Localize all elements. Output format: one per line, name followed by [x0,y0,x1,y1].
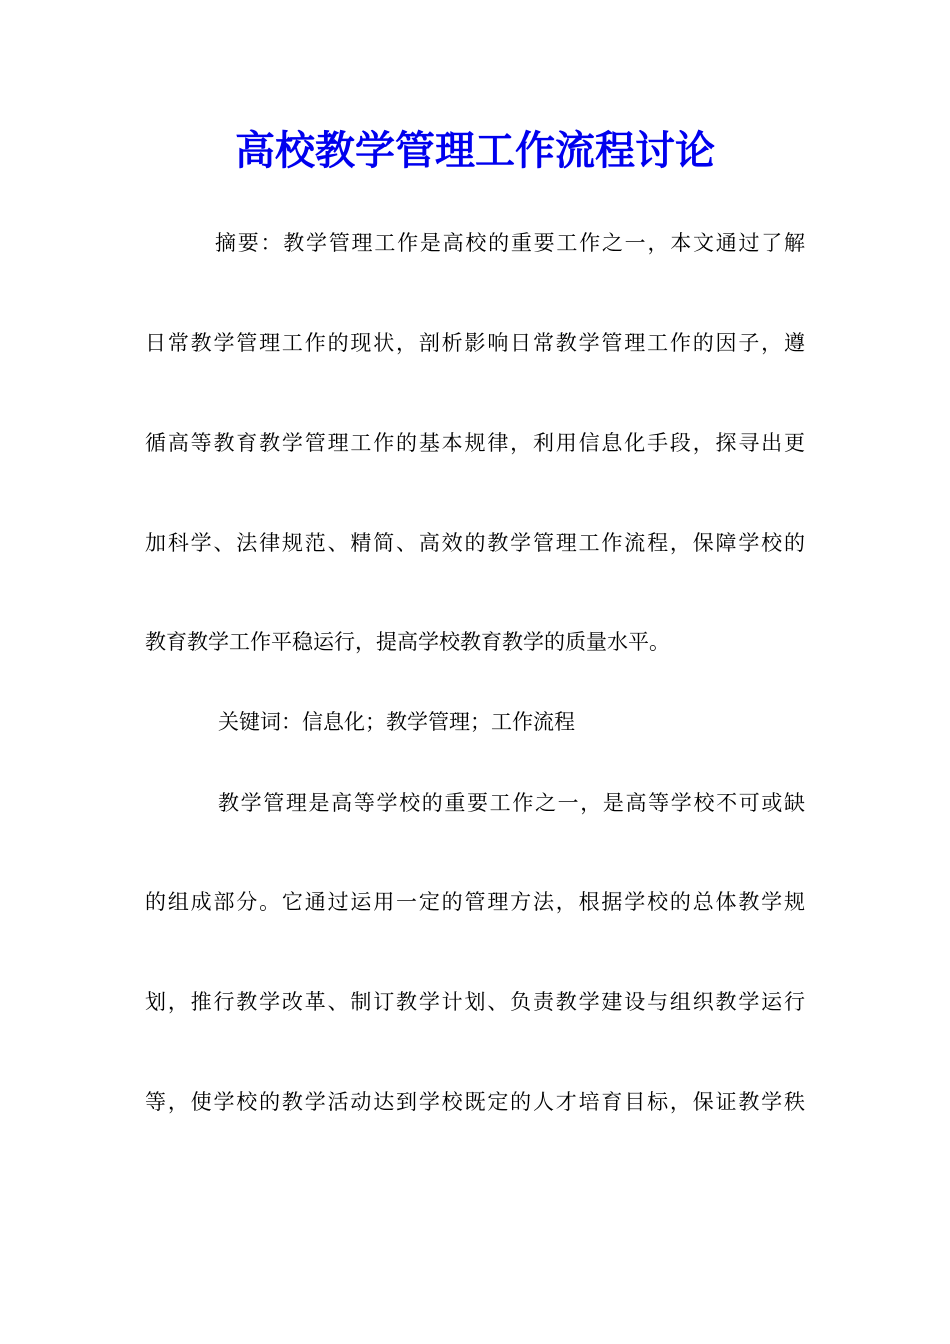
document-title: 高校教学管理工作流程讨论 [235,127,715,174]
abstract-line-5: 教育教学工作平稳运行，提高学校教育教学的质量水平。 [145,630,670,654]
abstract-line-3: 循高等教育教学管理工作的基本规律，利用信息化手段，探寻出更 [145,431,805,455]
body-line-3: 划，推行教学改革、制订教学计划、负责教学建设与组织教学运行 [145,990,805,1014]
abstract-line-4: 加科学、法律规范、精简、高效的教学管理工作流程，保障学校的 [145,531,805,555]
abstract-line-2: 日常教学管理工作的现状，剖析影响日常教学管理工作的因子，遵 [145,331,805,355]
keywords-line: 关键词：信息化；教学管理；工作流程 [218,710,575,734]
body-line-2: 的组成部分。它通过运用一定的管理方法，根据学校的总体教学规 [145,890,805,914]
body-line-4: 等，使学校的教学活动达到学校既定的人才培育目标，保证教学秩 [145,1090,805,1114]
body-line-1: 教学管理是高等学校的重要工作之一，是高等学校不可或缺 [218,791,805,815]
abstract-line-1: 摘要：教学管理工作是高校的重要工作之一，本文通过了解 [215,231,805,255]
